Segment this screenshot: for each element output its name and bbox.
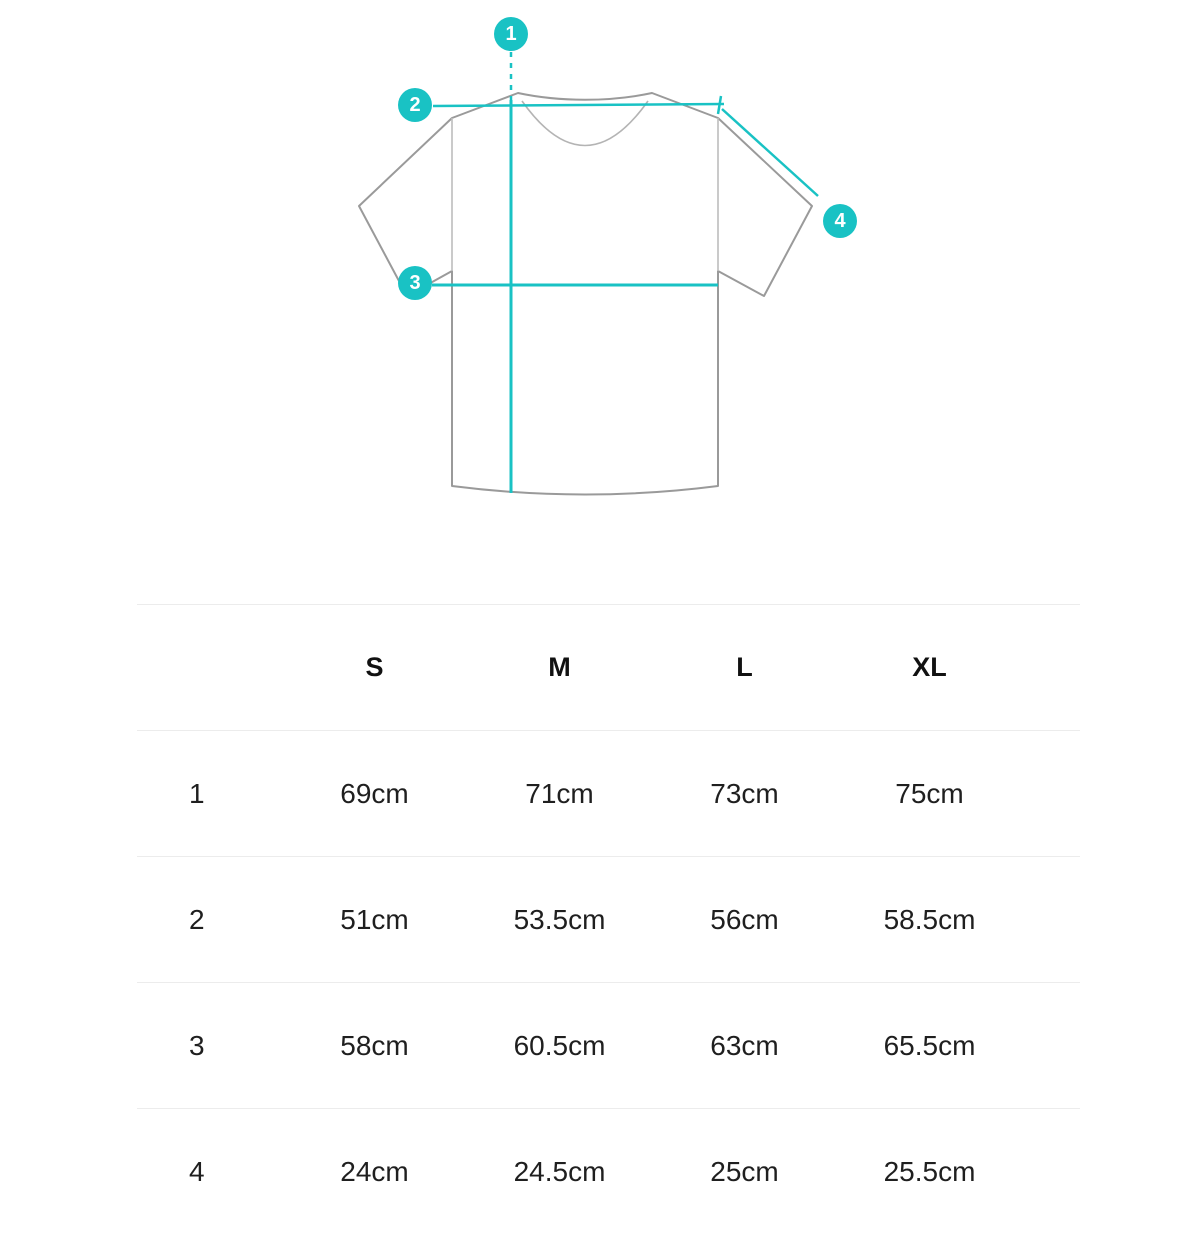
row-label: 1: [137, 731, 282, 857]
cell-value: 58cm: [282, 983, 467, 1109]
cell-value: 75cm: [837, 731, 1022, 857]
size-chart-table: [137, 604, 1080, 1234]
cell-value: 69cm: [282, 731, 467, 857]
table-row: [137, 1109, 1080, 1234]
header-spacer: [1022, 605, 1080, 731]
cell-value: 60.5cm: [467, 983, 652, 1109]
header-size-m: M: [467, 605, 652, 731]
table-row: [137, 731, 1080, 857]
cell-value: 25.5cm: [837, 1109, 1022, 1234]
row-label: 4: [137, 1109, 282, 1234]
shoulder-line: [433, 104, 724, 106]
row-label: 3: [137, 983, 282, 1109]
row-spacer: [1022, 731, 1080, 857]
tshirt-outline: [0, 0, 1200, 560]
row-label: 2: [137, 857, 282, 983]
cell-value: 73cm: [652, 731, 837, 857]
header-empty-cell: [137, 605, 282, 731]
cell-value: 24.5cm: [467, 1109, 652, 1234]
marker-2-badge: 2: [398, 88, 432, 122]
marker-3-badge: 3: [398, 266, 432, 300]
header-size-s: S: [282, 605, 467, 731]
marker-4-badge: 4: [823, 204, 857, 238]
cell-value: 56cm: [652, 857, 837, 983]
cell-value: 65.5cm: [837, 983, 1022, 1109]
cell-value: 53.5cm: [467, 857, 652, 983]
cell-value: 71cm: [467, 731, 652, 857]
row-spacer: [1022, 1109, 1080, 1234]
tshirt-measurement-diagram: [0, 0, 1200, 560]
cell-value: 51cm: [282, 857, 467, 983]
sleeve-line: [722, 109, 818, 196]
cell-value: 24cm: [282, 1109, 467, 1234]
row-spacer: [1022, 857, 1080, 983]
cell-value: 25cm: [652, 1109, 837, 1234]
header-size-l: L: [652, 605, 837, 731]
table-row: [137, 857, 1080, 983]
cell-value: 58.5cm: [837, 857, 1022, 983]
header-size-xl: XL: [837, 605, 1022, 731]
cell-value: 63cm: [652, 983, 837, 1109]
marker-1-badge: 1: [494, 17, 528, 51]
shoulder-tick: [718, 96, 721, 114]
table-row: [137, 983, 1080, 1109]
table-header-row: [137, 605, 1080, 731]
tshirt-neckline: [522, 101, 648, 146]
row-spacer: [1022, 983, 1080, 1109]
